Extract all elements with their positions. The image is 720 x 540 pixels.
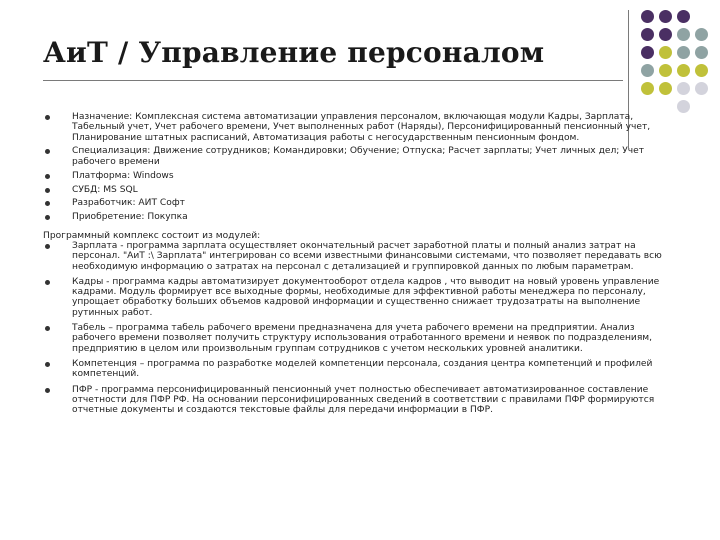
decor-dot	[695, 28, 708, 41]
list-item: Компетенция – программа по разработке моделей компетенции персонала, создания центра компетенций и профилей компетенций.	[43, 359, 673, 380]
decor-dot	[641, 28, 654, 41]
list-item: Назначение: Комплексная система автоматизации управления персоналом, включающая модули Кадры, Зарплата, Табельный учет, Учет рабочего времени, Учет выполненных работ (Наряды), Персонифицированный пенсионный учет, Планирование штатных расписаний, Автоматизация работы с негосударственным пенсионным фондом.	[43, 112, 673, 143]
decor-dot	[677, 28, 690, 41]
list-item: Специализация: Движение сотрудников; Командировки; Обучение; Отпуска; Расчет зарплаты; Учет личных дел; Учет рабочего времени	[43, 146, 673, 167]
list-item: СУБД: MS SQL	[43, 185, 673, 195]
decor-dot	[677, 64, 690, 77]
list-item: Платформа: Windows	[43, 171, 673, 181]
decor-dot	[659, 46, 672, 59]
list-item: Зарплата - программа зарплата осуществляет окончательный расчет заработной платы и полный анализ затрат на персонал. "АиТ :\ Зарплата" интегрирован со всеми известными финансовыми системами, что позволяет передавать всю необходимую информацию о затратах на персонал с детализацией и группировкой данных по любым параметрам.	[43, 241, 673, 272]
list-item: Табель – программа табель рабочего времени предназначена для учета рабочего времени на предприятии. Анализ рабочего времени позволяет получить структуру использования отработанного времени и неявок по подразделениям, предприятию в целом или произвольным группам сотрудников с учетом нескольких уровней аналитики.	[43, 323, 673, 354]
slide-body	[43, 112, 673, 420]
list-item: ПФР - программа персонифицированный пенсионный учет полностью обеспечивает автоматизированное составление отчетности для ПФР РФ. На основании персонифицированных сведений в соответствии с правилами ПФР формируются отчетные документы и создаются текстовые файлы для передачи информации в ПФР.	[43, 385, 673, 416]
decor-dot	[641, 10, 654, 23]
modules-list	[43, 241, 673, 415]
modules-intro: Программный комплекс состоит из модулей:	[43, 230, 261, 241]
decor-dot	[641, 82, 654, 95]
decor-dot	[695, 46, 708, 59]
decor-dot	[641, 64, 654, 77]
decor-dot	[659, 10, 672, 23]
title-divider	[43, 80, 623, 81]
decor-dot	[677, 100, 690, 113]
list-item: Кадры - программа кадры автоматизирует документооборот отдела кадров , что выводит на новый уровень управление кадрами. Модуль формирует все выходные формы, необходимые для эффективной работы менеджера по персоналу, упрощает обработку больших объемов кадровой информации и существенно снижает трудозатраты на выполнение рутинных работ.	[43, 277, 673, 318]
decor-dot	[659, 28, 672, 41]
decor-dot	[695, 64, 708, 77]
properties-list	[43, 112, 673, 223]
decor-dot	[695, 82, 708, 95]
decor-dot-grid	[638, 8, 718, 108]
list-item: Приобретение: Покупка	[43, 212, 673, 222]
decor-dot	[641, 46, 654, 59]
list-item: Разработчик: АИТ Софт	[43, 198, 673, 208]
decor-dot	[677, 46, 690, 59]
decor-dot	[677, 10, 690, 23]
decor-dot	[659, 64, 672, 77]
slide-title: АиТ / Управление персоналом	[43, 36, 545, 69]
decor-dot	[677, 82, 690, 95]
decor-dot	[659, 82, 672, 95]
